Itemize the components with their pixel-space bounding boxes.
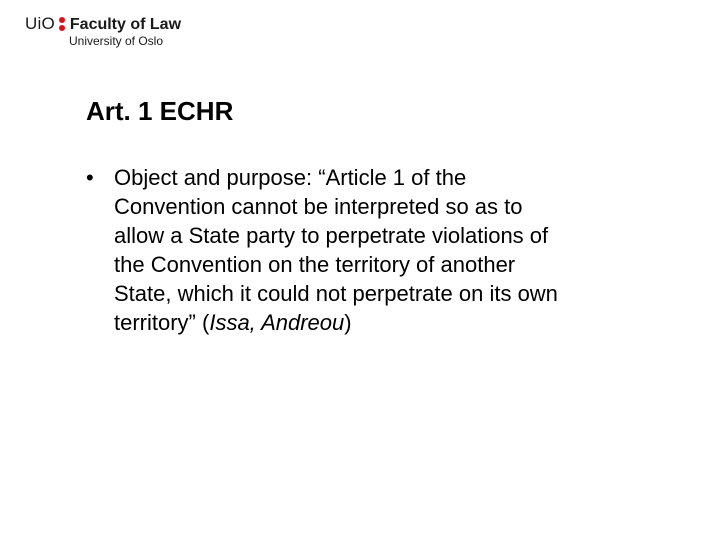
bullet-text-line: Convention cannot be interpreted so as to	[114, 194, 523, 219]
bullet-text-line: allow a State party to perpetrate violations of	[114, 223, 549, 248]
logo-top-line	[25, 14, 181, 35]
bullet-list	[86, 163, 696, 337]
bullet-marker: •	[86, 165, 94, 190]
case-names: Issa, Andreou	[209, 310, 345, 335]
last-line-suffix: )	[344, 310, 352, 335]
bullet-text-last-line	[114, 308, 696, 337]
last-line-prefix: territory” (	[114, 310, 210, 335]
logo-faculty-name: Faculty of Law	[69, 16, 182, 33]
logo-colon-icon	[58, 15, 66, 31]
slide-title: Art. 1 ECHR	[86, 96, 234, 126]
bullet-text-line: the Convention on the territory of another	[114, 252, 516, 277]
logo-uio-text: UiO	[25, 14, 55, 33]
bullet-text-line: State, which it could not perpetrate on its own	[114, 281, 558, 306]
university-logo	[25, 14, 185, 50]
logo-university-name: University of Oslo	[69, 34, 164, 48]
bullet-text-line: Object and purpose: “Article 1 of the	[114, 165, 467, 190]
bullet-item	[86, 163, 696, 337]
